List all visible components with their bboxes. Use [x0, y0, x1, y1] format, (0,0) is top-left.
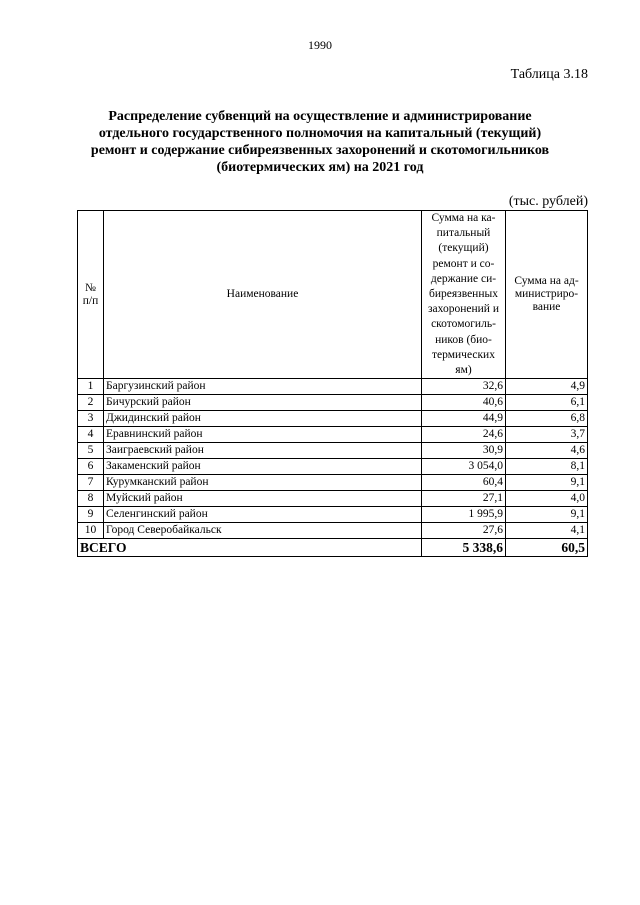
row-repair-sum: 27,1: [422, 491, 506, 507]
row-admin-sum: 8,1: [506, 459, 588, 475]
row-name: Закаменский район: [104, 459, 422, 475]
header-number-line: №: [85, 281, 96, 294]
row-number: 1: [78, 379, 104, 395]
page-number: 1990: [308, 38, 332, 52]
header-number-line: п/п: [82, 294, 99, 307]
row-admin-sum: 6,8: [506, 411, 588, 427]
header-repair-line: ников (био-: [435, 333, 492, 346]
header-repair-line: термических: [432, 348, 495, 361]
header-repair-line: биреязвенных: [429, 288, 498, 301]
row-repair-sum: 27,6: [422, 523, 506, 539]
table-label: Таблица 3.18: [510, 67, 588, 82]
total-admin-sum: 60,5: [506, 539, 588, 557]
row-admin-sum: 4,0: [506, 491, 588, 507]
title-line: ремонт и содержание сибиреязвенных захоронений и скотомогильников: [90, 143, 550, 158]
row-name: Город Северобайкальск: [104, 523, 422, 539]
title-line: (биотермических ям) на 2021 год: [216, 160, 424, 175]
title-line: Распределение субвенций на осуществление и администрирование: [108, 109, 532, 124]
row-admin-sum: 9,1: [506, 507, 588, 523]
header-admin-sum: [506, 211, 588, 379]
row-admin-sum: 4,6: [506, 443, 588, 459]
row-repair-sum: 24,6: [422, 427, 506, 443]
table-row: [78, 443, 588, 459]
header-repair-line: держание си-: [430, 272, 497, 285]
table-row: [78, 475, 588, 491]
subvention-table: [77, 210, 588, 557]
row-number: 10: [78, 523, 104, 539]
units-label: (тыс. рублей): [508, 194, 588, 209]
row-name: Селенгинский район: [104, 507, 422, 523]
total-repair-sum: 5 338,6: [422, 539, 506, 557]
header-repair-line: ремонт и со-: [432, 257, 495, 270]
row-name: Муйский район: [104, 491, 422, 507]
header-admin-line: Сумма на ад-: [514, 275, 579, 288]
table-row: [78, 523, 588, 539]
table-row: [78, 411, 588, 427]
row-repair-sum: 3 054,0: [422, 459, 506, 475]
row-admin-sum: 6,1: [506, 395, 588, 411]
row-number: 9: [78, 507, 104, 523]
table-row: [78, 395, 588, 411]
total-label: ВСЕГО: [78, 539, 422, 557]
table-row: [78, 427, 588, 443]
row-name: Джидинский район: [104, 411, 422, 427]
row-repair-sum: 44,9: [422, 411, 506, 427]
header-repair-line: скотомогиль-: [431, 318, 496, 331]
row-admin-sum: 4,1: [506, 523, 588, 539]
row-name: Еравнинский район: [104, 427, 422, 443]
row-number: 2: [78, 395, 104, 411]
row-admin-sum: 9,1: [506, 475, 588, 491]
total-row: [78, 539, 588, 557]
row-number: 8: [78, 491, 104, 507]
row-repair-sum: 30,9: [422, 443, 506, 459]
header-repair-line: (текущий): [438, 242, 489, 255]
table-row: [78, 459, 588, 475]
header-repair-line: ям): [455, 364, 472, 377]
header-admin-line: министриро-: [514, 288, 579, 301]
row-repair-sum: 40,6: [422, 395, 506, 411]
row-number: 5: [78, 443, 104, 459]
row-number: 6: [78, 459, 104, 475]
row-number: 3: [78, 411, 104, 427]
row-name: Бичурский район: [104, 395, 422, 411]
table-header-row: [78, 211, 588, 379]
header-name: Наименование: [104, 211, 422, 379]
header-admin-line: вание: [532, 301, 561, 314]
row-number: 7: [78, 475, 104, 491]
table-row: [78, 507, 588, 523]
header-repair-line: Сумма на ка-: [431, 212, 496, 224]
row-name: Заиграевский район: [104, 443, 422, 459]
title-line: отдельного государственного полномочия на капитальный (текущий): [98, 126, 542, 141]
table-row: [78, 491, 588, 507]
row-repair-sum: 32,6: [422, 379, 506, 395]
row-admin-sum: 4,9: [506, 379, 588, 395]
document-title: [60, 108, 580, 176]
header-repair-line: захоронений и: [428, 303, 499, 316]
header-repair-sum: [422, 211, 506, 379]
header-number: [78, 211, 104, 379]
row-number: 4: [78, 427, 104, 443]
header-repair-line: питальный: [436, 227, 491, 240]
table-row: [78, 379, 588, 395]
row-repair-sum: 60,4: [422, 475, 506, 491]
row-name: Баргузинский район: [104, 379, 422, 395]
row-name: Курумканский район: [104, 475, 422, 491]
row-repair-sum: 1 995,9: [422, 507, 506, 523]
row-admin-sum: 3,7: [506, 427, 588, 443]
